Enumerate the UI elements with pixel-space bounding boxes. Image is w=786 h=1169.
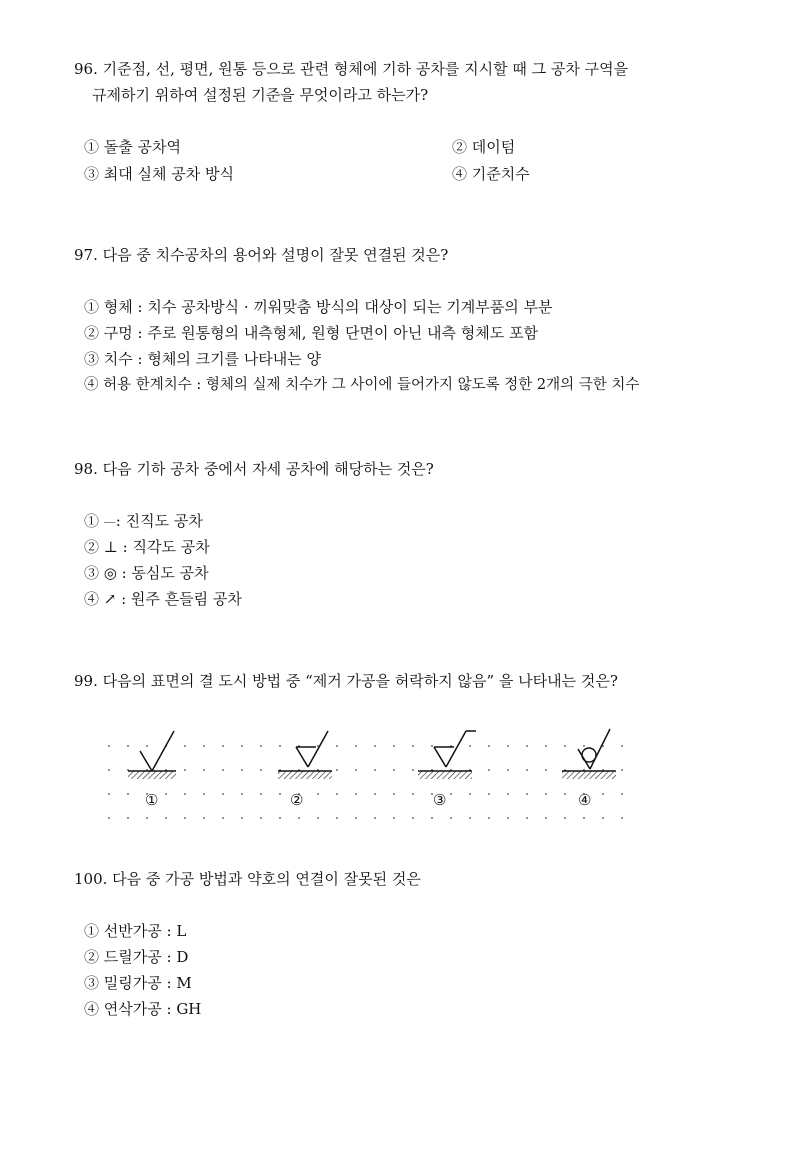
question-96-options	[74, 136, 724, 196]
question-100-stem: 100. 다음 중 가공 방법과 약호의 연결이 잘못된 것은	[74, 870, 421, 888]
question-100	[74, 866, 724, 892]
question-97-stem: 97. 다음 중 치수공차의 용어와 설명이 잘못 연결된 것은?	[74, 246, 449, 264]
question-99-stem: 99. 다음의 표면의 결 도시 방법 중 “제거 가공을 허락하지 않음” 을 나타내는 것은?	[74, 672, 618, 690]
option-98-1[interactable]: ① ⏤: 진직도 공차	[84, 512, 203, 530]
option-98-3[interactable]: ③ ◎ : 동심도 공차	[84, 564, 209, 582]
option-96-1[interactable]: ① 돌출 공차역	[84, 138, 181, 156]
question-98	[74, 456, 724, 482]
option-96-4[interactable]: ④ 기준치수	[452, 165, 530, 183]
question-97-options	[74, 296, 724, 406]
question-96	[74, 56, 724, 108]
option-100-1[interactable]: ① 선반가공 : L	[84, 922, 187, 940]
option-96-2[interactable]: ② 데이텀	[452, 138, 516, 156]
symbol-label-2[interactable]: ②	[290, 791, 304, 809]
option-97-1[interactable]: ① 형체 : 치수 공차방식 · 끼워맞춤 방식의 대상이 되는 기계부품의 부분	[84, 298, 553, 316]
symbol-label-4[interactable]: ④	[578, 791, 592, 809]
option-98-4[interactable]: ④ ↗ : 원주 흔들림 공차	[84, 590, 242, 608]
option-97-3[interactable]: ③ 치수 : 형체의 크기를 나타내는 양	[84, 350, 322, 368]
option-100-3[interactable]: ③ 밀링가공 : M	[84, 974, 192, 992]
question-100-options	[74, 920, 724, 1030]
question-96-stem	[74, 56, 724, 108]
symbol-label-3[interactable]: ③	[433, 791, 447, 809]
option-98-2[interactable]: ② ⊥ : 직각도 공차	[84, 538, 210, 556]
question-96-line2: 규제하기 위하여 설정된 기준을 무엇이라고 하는가?	[92, 86, 429, 104]
option-97-2[interactable]: ② 구멍 : 주로 원통형의 내측형체, 원형 단면이 아닌 내측 형체도 포함	[84, 324, 539, 342]
dot-grid	[100, 725, 640, 825]
option-97-4[interactable]: ④ 허용 한계치수 : 형체의 실제 치수가 그 사이에 들어가지 않도록 정한 2개의 극한 치수	[84, 377, 640, 393]
question-99	[74, 668, 724, 694]
question-98-options	[74, 510, 724, 620]
symbol-label-1[interactable]: ①	[145, 791, 159, 809]
option-96-3[interactable]: ③ 최대 실체 공차 방식	[84, 165, 234, 183]
option-100-2[interactable]: ② 드릴가공 : D	[84, 948, 189, 966]
surface-texture-figure	[100, 725, 640, 825]
question-97	[74, 242, 724, 268]
option-100-4[interactable]: ④ 연삭가공 : GH	[84, 1000, 202, 1018]
question-98-stem: 98. 다음 기하 공차 중에서 자세 공차에 해당하는 것은?	[74, 460, 434, 478]
question-96-line1: 96. 기준점, 선, 평면, 원통 등으로 관련 형체에 기하 공차를 지시할 때 그 공차 구역을	[74, 60, 629, 78]
